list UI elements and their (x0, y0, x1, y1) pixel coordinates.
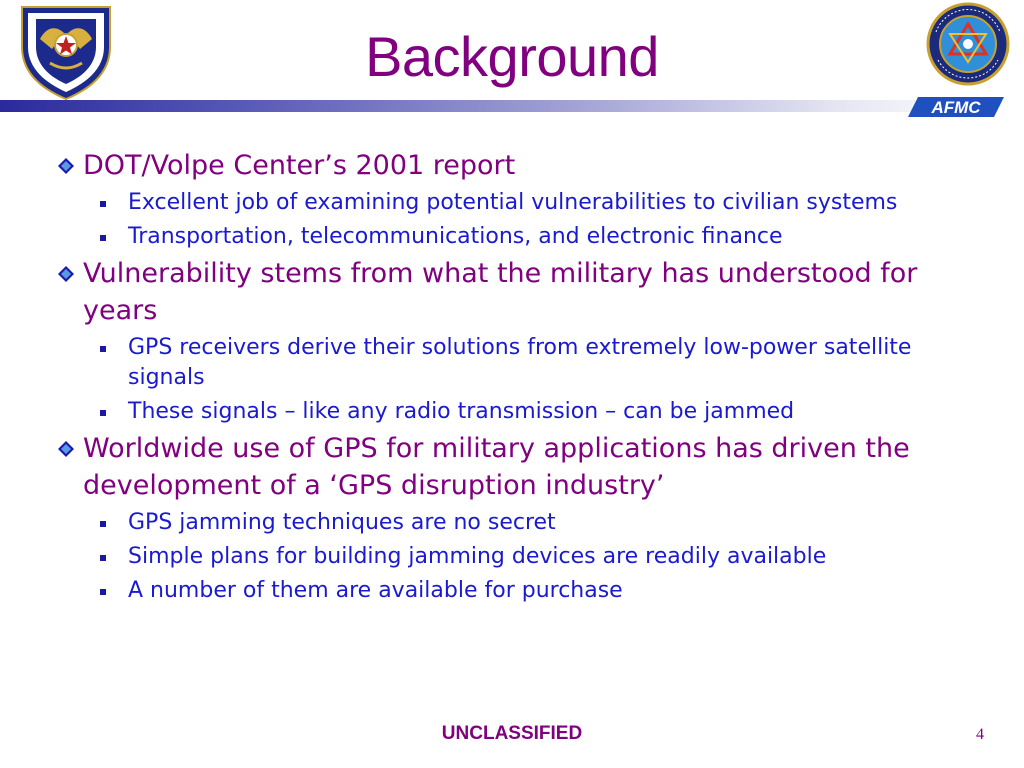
sub-bullet-text: Simple plans for building jamming devices are readily available (128, 544, 827, 569)
sub-bullet-item (58, 508, 978, 538)
diamond-bullet-icon (58, 266, 74, 282)
bullet-text: Vulnerability stems from what the military has understood for years (83, 258, 918, 326)
sub-bullet-text: Transportation, telecommunications, and electronic finance (128, 224, 783, 249)
sub-bullet-text: GPS receivers derive their solutions from extremely low-power satellite signals (128, 335, 912, 390)
classification-footer: UNCLASSIFIED (441, 723, 583, 744)
sub-bullet-item (58, 333, 978, 393)
square-bullet-icon (100, 235, 106, 241)
square-bullet-icon (100, 521, 106, 527)
diamond-bullet-icon (58, 441, 74, 457)
slide-title: Background (365, 25, 659, 88)
sub-bullet-text: GPS jamming techniques are no secret (128, 510, 556, 535)
sub-bullet-text: Excellent job of examining potential vulnerabilities to civilian systems (128, 190, 898, 215)
square-bullet-icon (100, 410, 106, 416)
square-bullet-icon (100, 555, 106, 561)
sub-bullet-text: A number of them are available for purchase (128, 578, 623, 603)
square-bullet-icon (100, 346, 106, 352)
sub-bullet-item (58, 222, 978, 252)
746th-test-squadron-patch-icon (926, 2, 1010, 92)
bullet-item (58, 255, 978, 329)
page-number: 4 (976, 726, 984, 743)
afmc-wordmark-icon (904, 95, 1008, 119)
title-rule (0, 100, 1000, 112)
sub-bullet-item (58, 188, 978, 218)
square-bullet-icon (100, 589, 106, 595)
afmc-wordmark-text: AFMC (931, 98, 981, 117)
sub-bullet-item (58, 397, 978, 427)
sub-bullet-item (58, 542, 978, 572)
bullet-text: Worldwide use of GPS for military applications has driven the development of a ‘GPS disruption industry’ (83, 433, 910, 501)
bullet-list (58, 144, 978, 606)
diamond-bullet-icon (58, 158, 74, 174)
bullet-item (58, 430, 978, 504)
bullet-item (58, 147, 978, 184)
square-bullet-icon (100, 201, 106, 207)
bullet-text: DOT/Volpe Center’s 2001 report (83, 150, 516, 181)
sub-bullet-item (58, 576, 978, 606)
sub-bullet-text: These signals – like any radio transmission – can be jammed (128, 399, 795, 424)
